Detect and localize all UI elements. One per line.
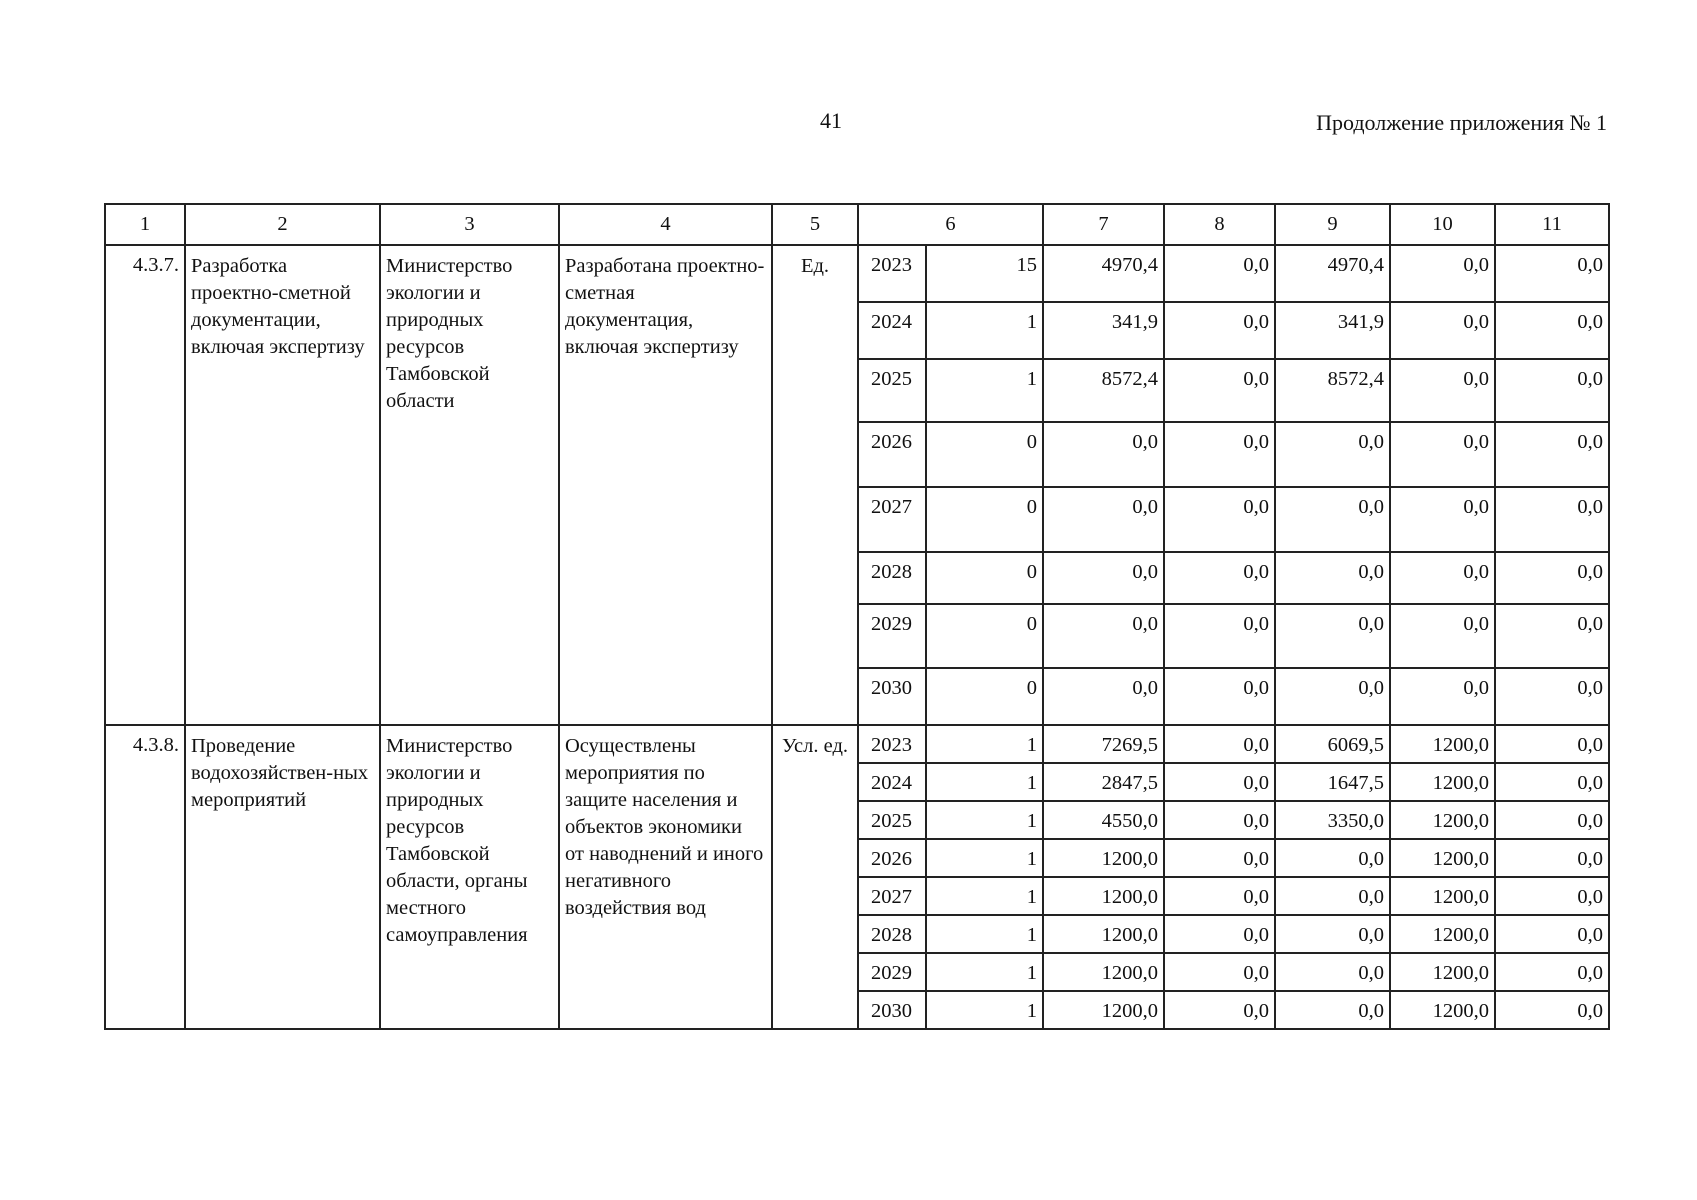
header-cell: 1: [105, 204, 185, 245]
value-cell-c11: 0,0: [1495, 359, 1609, 422]
table-row: [105, 725, 1609, 763]
value-cell-c8: 0,0: [1164, 953, 1275, 991]
header-row: [105, 204, 1609, 245]
item-name-cell: Проведение водохозяйствен-ных мероприятий: [185, 725, 380, 1029]
value-cell-c11: 0,0: [1495, 668, 1609, 725]
value-cell-c8: 0,0: [1164, 801, 1275, 839]
value-cell-c11: 0,0: [1495, 877, 1609, 915]
value-cell-c11: 0,0: [1495, 915, 1609, 953]
header-cell: 2: [185, 204, 380, 245]
value-cell-qty: 0: [926, 604, 1043, 668]
value-cell-c11: 0,0: [1495, 552, 1609, 604]
year-cell: 2029: [858, 953, 926, 991]
value-cell-c7: 8572,4: [1043, 359, 1164, 422]
value-cell-c9: 8572,4: [1275, 359, 1390, 422]
item-code-cell: 4.3.8.: [105, 725, 185, 1029]
value-cell-c7: 4550,0: [1043, 801, 1164, 839]
value-cell-c7: 2847,5: [1043, 763, 1164, 801]
header-cell: 11: [1495, 204, 1609, 245]
value-cell-c7: 1200,0: [1043, 915, 1164, 953]
executor-cell: Министерство экологии и природных ресурсов Тамбовской области: [380, 245, 559, 725]
value-cell-c10: 0,0: [1390, 245, 1495, 302]
value-cell-c10: 1200,0: [1390, 991, 1495, 1029]
value-cell-c8: 0,0: [1164, 604, 1275, 668]
value-cell-c10: 0,0: [1390, 552, 1495, 604]
value-cell-c7: 1200,0: [1043, 877, 1164, 915]
value-cell-c11: 0,0: [1495, 422, 1609, 487]
value-cell-c8: 0,0: [1164, 245, 1275, 302]
value-cell-c9: 0,0: [1275, 877, 1390, 915]
value-cell-qty: 1: [926, 915, 1043, 953]
value-cell-c9: 0,0: [1275, 487, 1390, 552]
header-cell: 6: [858, 204, 1043, 245]
unit-cell: Усл. ед.: [772, 725, 858, 1029]
header-cell: 9: [1275, 204, 1390, 245]
value-cell-c11: 0,0: [1495, 487, 1609, 552]
header-cell: 10: [1390, 204, 1495, 245]
header-cell: 3: [380, 204, 559, 245]
value-cell-qty: 1: [926, 359, 1043, 422]
value-cell-c7: 0,0: [1043, 487, 1164, 552]
year-cell: 2024: [858, 302, 926, 359]
value-cell-qty: 1: [926, 991, 1043, 1029]
value-cell-c8: 0,0: [1164, 915, 1275, 953]
value-cell-c10: 1200,0: [1390, 953, 1495, 991]
year-cell: 2030: [858, 668, 926, 725]
table-body: [105, 204, 1609, 1029]
value-cell-c10: 1200,0: [1390, 725, 1495, 763]
value-cell-c8: 0,0: [1164, 359, 1275, 422]
value-cell-c7: 0,0: [1043, 604, 1164, 668]
value-cell-qty: 0: [926, 487, 1043, 552]
value-cell-c8: 0,0: [1164, 877, 1275, 915]
year-cell: 2026: [858, 422, 926, 487]
value-cell-c9: 341,9: [1275, 302, 1390, 359]
value-cell-c9: 0,0: [1275, 668, 1390, 725]
value-cell-c7: 1200,0: [1043, 839, 1164, 877]
value-cell-qty: 1: [926, 725, 1043, 763]
value-cell-c7: 1200,0: [1043, 953, 1164, 991]
value-cell-c10: 0,0: [1390, 487, 1495, 552]
year-cell: 2030: [858, 991, 926, 1029]
year-cell: 2023: [858, 245, 926, 302]
year-cell: 2029: [858, 604, 926, 668]
value-cell-qty: 1: [926, 953, 1043, 991]
value-cell-qty: 1: [926, 302, 1043, 359]
value-cell-c9: 4970,4: [1275, 245, 1390, 302]
header-cell: 4: [559, 204, 772, 245]
year-cell: 2023: [858, 725, 926, 763]
value-cell-c8: 0,0: [1164, 668, 1275, 725]
value-cell-c10: 1200,0: [1390, 915, 1495, 953]
year-cell: 2025: [858, 359, 926, 422]
value-cell-qty: 1: [926, 839, 1043, 877]
result-cell: Разработана проектно-сметная документация, включая экспертизу: [559, 245, 772, 725]
value-cell-c7: 0,0: [1043, 422, 1164, 487]
value-cell-c9: 1647,5: [1275, 763, 1390, 801]
value-cell-c7: 0,0: [1043, 668, 1164, 725]
item-name-cell: Разработка проектно-сметной документации, включая экспертизу: [185, 245, 380, 725]
year-cell: 2026: [858, 839, 926, 877]
value-cell-c8: 0,0: [1164, 422, 1275, 487]
value-cell-c8: 0,0: [1164, 487, 1275, 552]
header-cell: 5: [772, 204, 858, 245]
value-cell-c10: 1200,0: [1390, 763, 1495, 801]
value-cell-c10: 0,0: [1390, 604, 1495, 668]
value-cell-c11: 0,0: [1495, 763, 1609, 801]
value-cell-c9: 0,0: [1275, 915, 1390, 953]
value-cell-c8: 0,0: [1164, 991, 1275, 1029]
year-cell: 2027: [858, 487, 926, 552]
value-cell-c10: 0,0: [1390, 359, 1495, 422]
value-cell-c9: 0,0: [1275, 422, 1390, 487]
value-cell-c9: 6069,5: [1275, 725, 1390, 763]
value-cell-c10: 0,0: [1390, 668, 1495, 725]
value-cell-c11: 0,0: [1495, 953, 1609, 991]
value-cell-c10: 1200,0: [1390, 801, 1495, 839]
value-cell-c11: 0,0: [1495, 991, 1609, 1029]
result-cell: Осуществлены мероприятия по защите населения и объектов экономики от наводнений и иного негативного воздействия вод: [559, 725, 772, 1029]
value-cell-c9: 0,0: [1275, 604, 1390, 668]
value-cell-c11: 0,0: [1495, 725, 1609, 763]
value-cell-c7: 341,9: [1043, 302, 1164, 359]
value-cell-c11: 0,0: [1495, 245, 1609, 302]
value-cell-qty: 1: [926, 877, 1043, 915]
executor-cell: Министерство экологии и природных ресурсов Тамбовской области, органы местного самоуправления: [380, 725, 559, 1029]
value-cell-c9: 0,0: [1275, 839, 1390, 877]
value-cell-c8: 0,0: [1164, 302, 1275, 359]
value-cell-c9: 3350,0: [1275, 801, 1390, 839]
value-cell-c7: 4970,4: [1043, 245, 1164, 302]
year-cell: 2024: [858, 763, 926, 801]
value-cell-c8: 0,0: [1164, 763, 1275, 801]
value-cell-qty: 0: [926, 422, 1043, 487]
value-cell-qty: 0: [926, 668, 1043, 725]
value-cell-c7: 0,0: [1043, 552, 1164, 604]
value-cell-c8: 0,0: [1164, 839, 1275, 877]
item-code-cell: 4.3.7.: [105, 245, 185, 725]
value-cell-c8: 0,0: [1164, 552, 1275, 604]
year-cell: 2027: [858, 877, 926, 915]
value-cell-qty: 15: [926, 245, 1043, 302]
value-cell-c9: 0,0: [1275, 953, 1390, 991]
page-note: Продолжение приложения № 1: [1316, 110, 1607, 135]
value-cell-c10: 0,0: [1390, 422, 1495, 487]
value-cell-c7: 7269,5: [1043, 725, 1164, 763]
value-cell-c11: 0,0: [1495, 604, 1609, 668]
value-cell-c11: 0,0: [1495, 801, 1609, 839]
value-cell-qty: 1: [926, 801, 1043, 839]
year-cell: 2025: [858, 801, 926, 839]
value-cell-c10: 0,0: [1390, 302, 1495, 359]
year-cell: 2028: [858, 915, 926, 953]
value-cell-c9: 0,0: [1275, 991, 1390, 1029]
table-row: [105, 245, 1609, 302]
unit-cell: Ед.: [772, 245, 858, 725]
year-cell: 2028: [858, 552, 926, 604]
value-cell-c11: 0,0: [1495, 839, 1609, 877]
value-cell-c9: 0,0: [1275, 552, 1390, 604]
value-cell-qty: 1: [926, 763, 1043, 801]
value-cell-c10: 1200,0: [1390, 877, 1495, 915]
value-cell-c11: 0,0: [1495, 302, 1609, 359]
value-cell-c10: 1200,0: [1390, 839, 1495, 877]
appendix-table: [104, 203, 1610, 1030]
page-number: 41: [820, 108, 842, 133]
value-cell-c8: 0,0: [1164, 725, 1275, 763]
value-cell-c7: 1200,0: [1043, 991, 1164, 1029]
header-cell: 7: [1043, 204, 1164, 245]
header-cell: 8: [1164, 204, 1275, 245]
value-cell-qty: 0: [926, 552, 1043, 604]
